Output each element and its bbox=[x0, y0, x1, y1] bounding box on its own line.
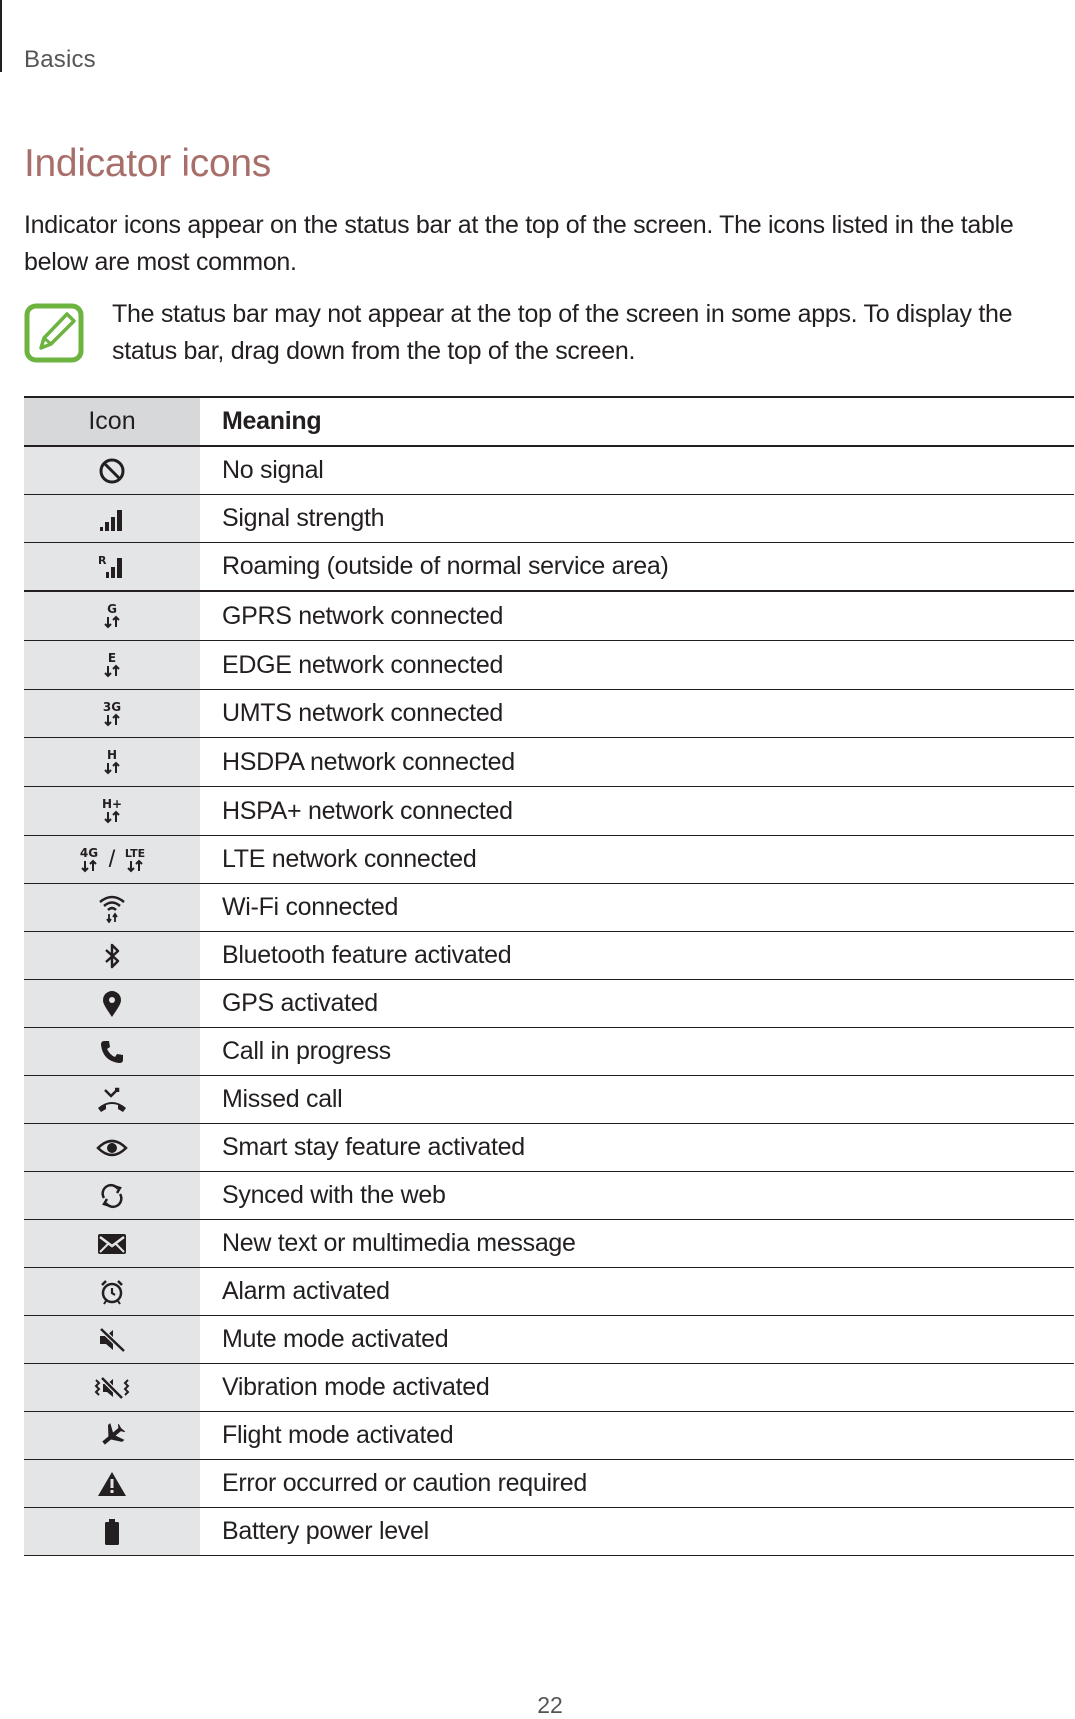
meaning-text: UMTS network connected bbox=[222, 699, 504, 727]
hspa-plus-icon bbox=[97, 796, 127, 826]
meaning-text: GPRS network connected bbox=[222, 601, 504, 630]
table-row bbox=[24, 1124, 1074, 1172]
meaning-text: LTE network connected bbox=[222, 845, 477, 873]
meaning-text: Call in progress bbox=[222, 1037, 391, 1065]
4g-icon bbox=[74, 845, 104, 875]
call-icon bbox=[99, 1039, 125, 1065]
lte-icon bbox=[120, 845, 150, 875]
table-row bbox=[24, 1460, 1074, 1508]
meaning-text: Mute mode activated bbox=[222, 1325, 449, 1353]
table-row bbox=[24, 641, 1074, 690]
intro-paragraph: Indicator icons appear on the status bar at the top of the screen. The icons listed in the table below are most common. bbox=[24, 211, 1014, 276]
corner-rule bbox=[0, 0, 2, 72]
icon-separator: / bbox=[108, 845, 116, 873]
battery-icon bbox=[103, 1518, 121, 1546]
column-header-icon: Icon bbox=[24, 398, 200, 445]
table-row bbox=[24, 447, 1074, 495]
note-pencil-icon bbox=[24, 303, 84, 363]
vibration-icon bbox=[93, 1375, 131, 1401]
table-row bbox=[24, 884, 1074, 932]
meaning-text: HSPA+ network connected bbox=[222, 796, 513, 825]
meaning-text: Roaming (outside of normal service area) bbox=[222, 552, 669, 580]
table-header-row bbox=[24, 398, 1074, 447]
meaning-text: Battery power level bbox=[222, 1517, 429, 1545]
table-row bbox=[24, 690, 1074, 738]
note-text: The status bar may not appear at the top of the screen in some apps. To display the status bar, drag down from the top of the screen. bbox=[112, 300, 1013, 365]
svg-text:LTE: LTE bbox=[125, 846, 146, 860]
meaning-text: No signal bbox=[222, 456, 324, 484]
table-row bbox=[24, 980, 1074, 1028]
bluetooth-icon bbox=[100, 942, 124, 970]
table-row bbox=[24, 1076, 1074, 1124]
meaning-text: GPS activated bbox=[222, 989, 378, 1017]
svg-text:4G: 4G bbox=[79, 845, 98, 860]
table-row bbox=[24, 1508, 1074, 1556]
table-row bbox=[24, 738, 1074, 787]
column-header-meaning: Meaning bbox=[222, 407, 322, 435]
no-signal-icon bbox=[98, 457, 126, 485]
table-row bbox=[24, 1364, 1074, 1412]
table-row bbox=[24, 836, 1074, 884]
sync-icon bbox=[99, 1183, 125, 1209]
page-number: 22 bbox=[537, 1692, 563, 1718]
signal-strength-icon bbox=[99, 507, 125, 531]
mute-icon bbox=[97, 1327, 127, 1353]
meaning-text: New text or multimedia message bbox=[222, 1229, 576, 1257]
flight-mode-icon bbox=[98, 1422, 126, 1450]
meaning-text: Smart stay feature activated bbox=[222, 1133, 525, 1161]
missed-call-icon bbox=[96, 1086, 128, 1114]
meaning-text: Vibration mode activated bbox=[222, 1373, 490, 1401]
table-row bbox=[24, 543, 1074, 592]
page-title: Indicator icons bbox=[24, 142, 271, 185]
roaming-icon bbox=[98, 554, 126, 580]
meaning-text: Bluetooth feature activated bbox=[222, 941, 512, 969]
table-row bbox=[24, 1268, 1074, 1316]
section-label: Basics bbox=[24, 46, 96, 73]
meaning-text: Signal strength bbox=[222, 504, 385, 532]
svg-text:G: G bbox=[107, 602, 117, 616]
table-row bbox=[24, 1220, 1074, 1268]
message-icon bbox=[97, 1233, 127, 1255]
meaning-text: Alarm activated bbox=[222, 1277, 390, 1305]
indicator-table bbox=[24, 396, 1074, 1556]
table-row bbox=[24, 787, 1074, 836]
warning-icon bbox=[97, 1471, 127, 1497]
smart-stay-icon bbox=[96, 1136, 128, 1160]
hsdpa-icon bbox=[97, 747, 127, 777]
meaning-text: Error occurred or caution required bbox=[222, 1469, 587, 1497]
umts-icon bbox=[97, 699, 127, 729]
meaning-text: Wi-Fi connected bbox=[222, 893, 399, 921]
meaning-text: HSDPA network connected bbox=[222, 747, 515, 776]
meaning-text: Synced with the web bbox=[222, 1181, 446, 1209]
svg-text:E: E bbox=[107, 651, 117, 665]
table-row bbox=[24, 1028, 1074, 1076]
table-row bbox=[24, 1412, 1074, 1460]
svg-text:R: R bbox=[98, 553, 107, 567]
gprs-icon bbox=[97, 601, 127, 631]
svg-text:H+: H+ bbox=[101, 797, 123, 811]
table-row bbox=[24, 932, 1074, 980]
edge-icon bbox=[97, 650, 127, 680]
gps-icon bbox=[100, 989, 124, 1019]
table-row bbox=[24, 1316, 1074, 1364]
meaning-text: Missed call bbox=[222, 1085, 343, 1113]
meaning-text: EDGE network connected bbox=[222, 650, 504, 679]
table-row bbox=[24, 495, 1074, 543]
table-row bbox=[24, 592, 1074, 641]
svg-text:H: H bbox=[106, 748, 118, 762]
meaning-text: Flight mode activated bbox=[222, 1421, 454, 1449]
svg-text:3G: 3G bbox=[102, 699, 122, 714]
wifi-icon bbox=[97, 893, 127, 923]
alarm-icon bbox=[99, 1279, 125, 1305]
table-row bbox=[24, 1172, 1074, 1220]
